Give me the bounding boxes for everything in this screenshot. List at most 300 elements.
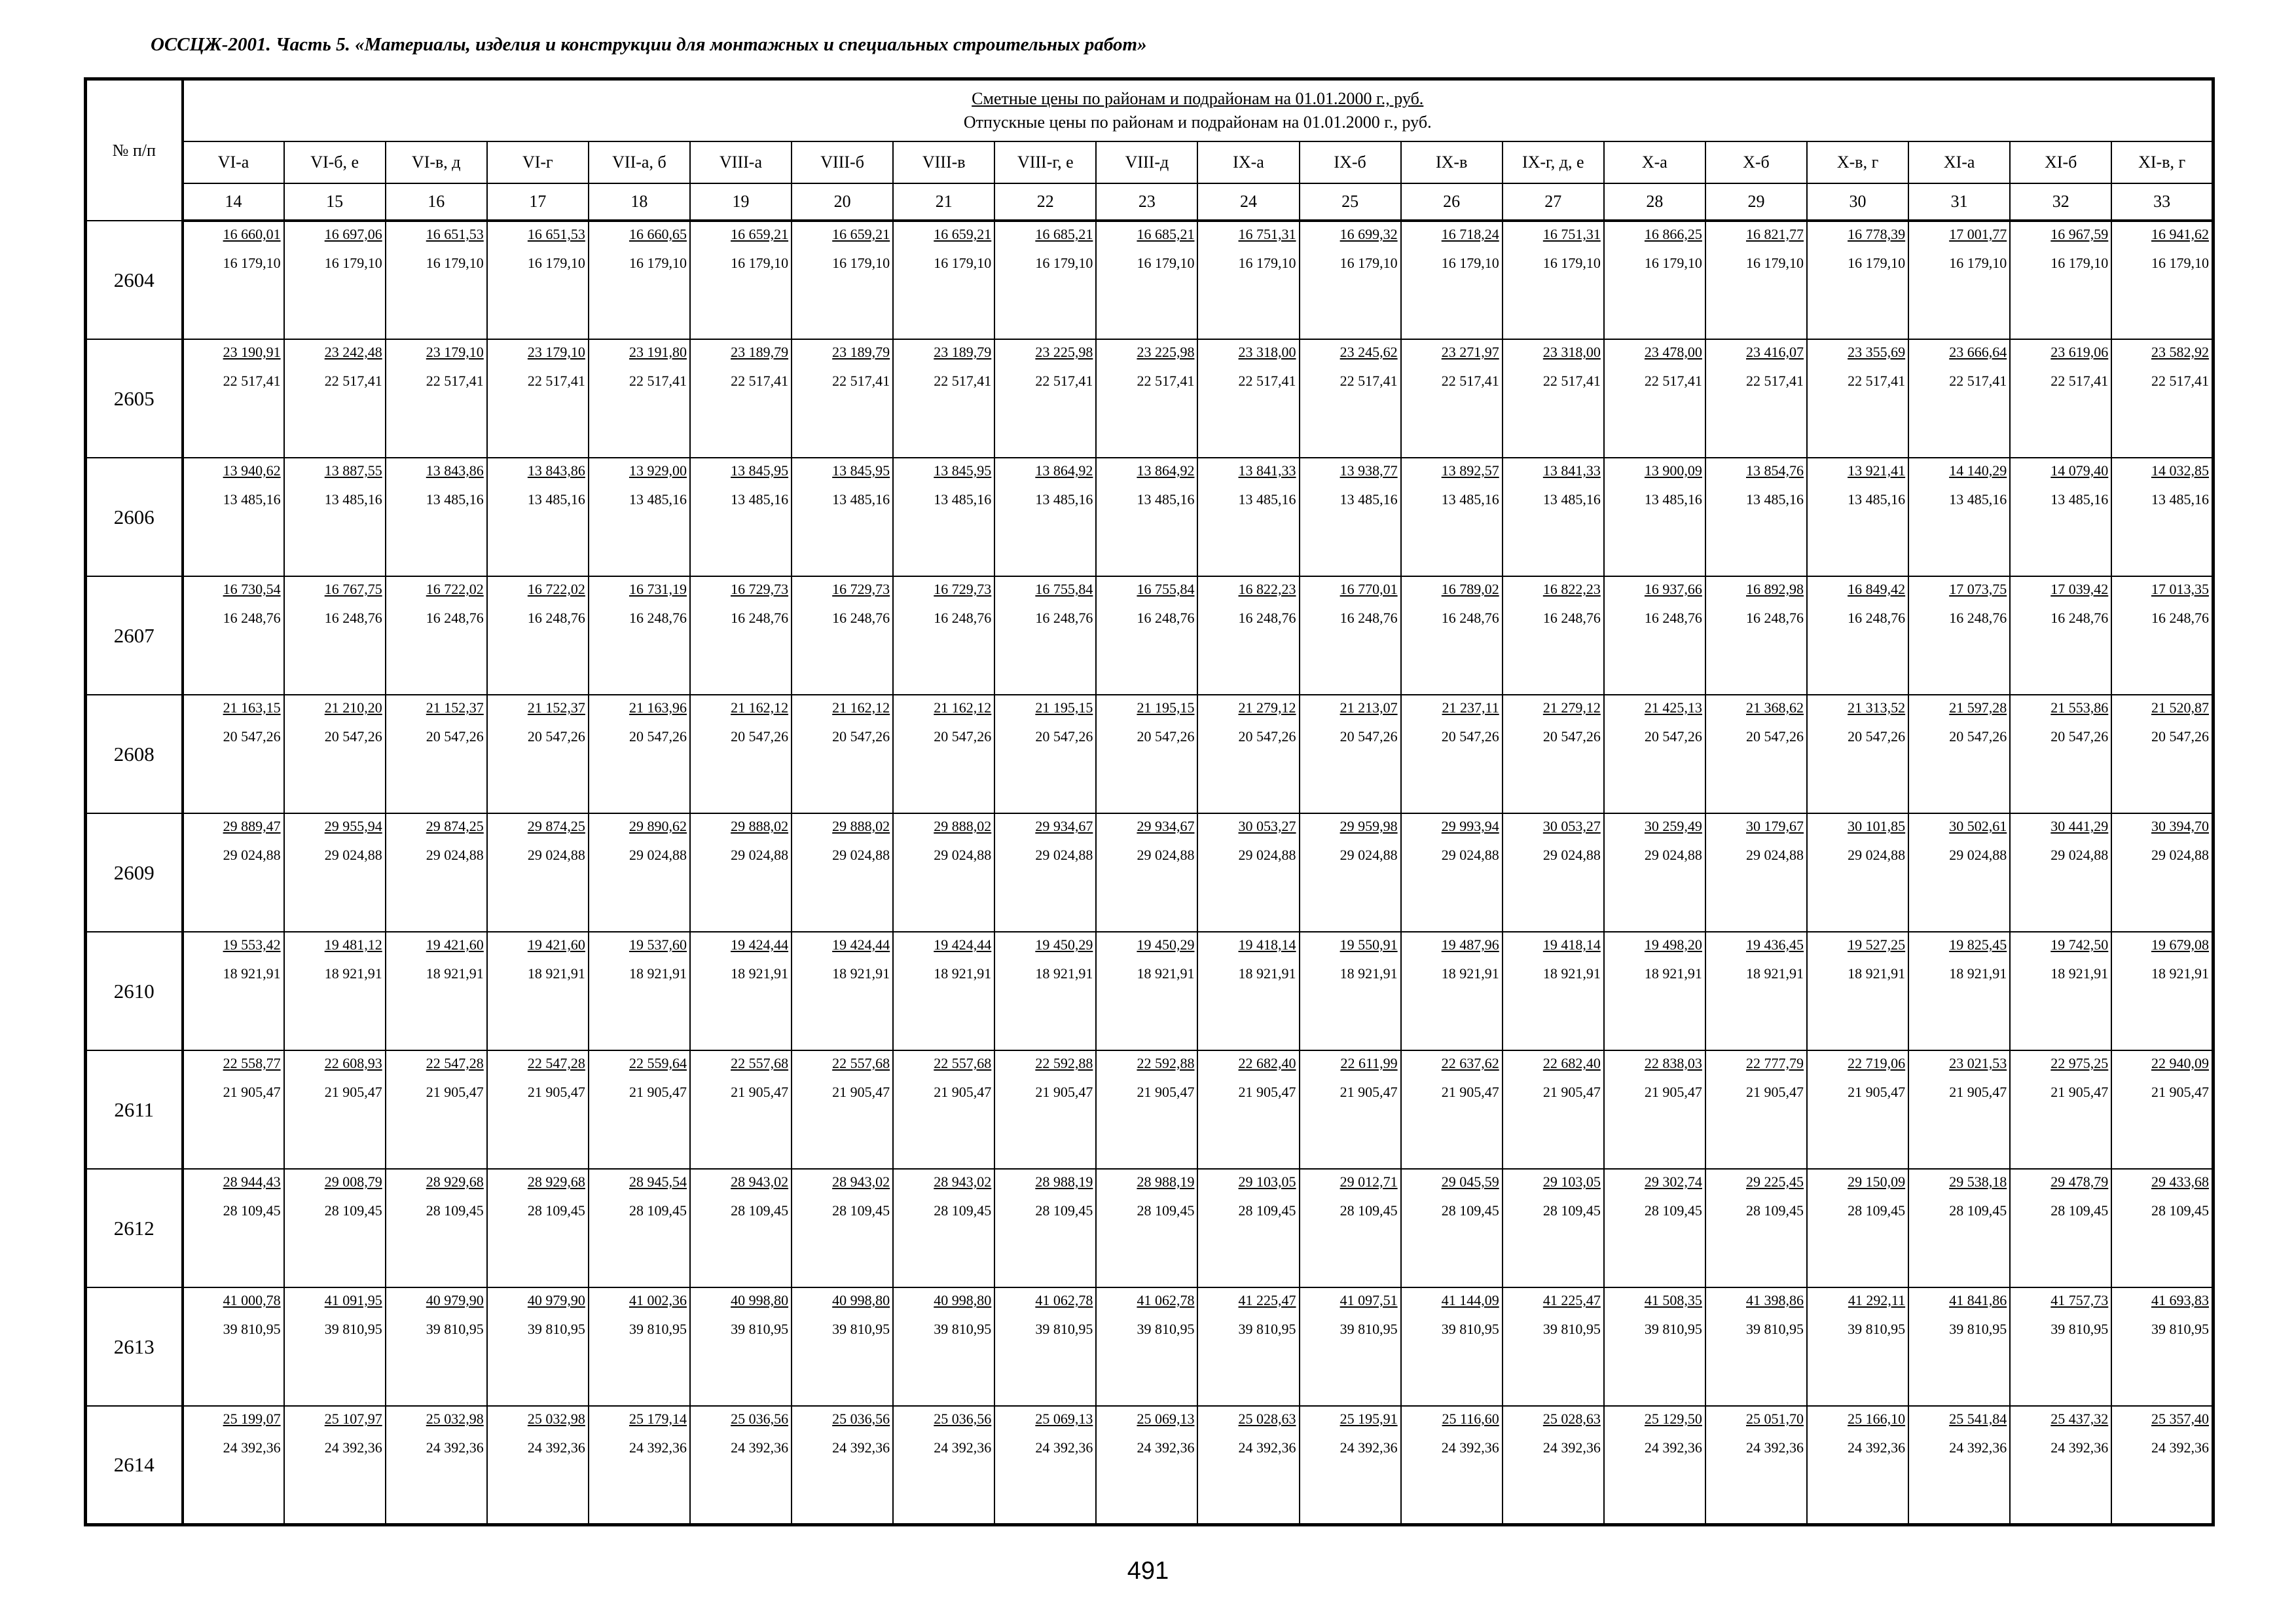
- price-cell: [1197, 576, 1299, 695]
- column-number: 20: [792, 183, 893, 221]
- estimate-price: 40 979,90: [426, 1292, 484, 1308]
- region-header: XI-в, г: [2111, 141, 2213, 183]
- row-code: 2607: [86, 576, 183, 695]
- region-header: IX-в: [1401, 141, 1503, 183]
- price-cell: [1096, 1287, 1197, 1406]
- estimate-price: 16 659,21: [832, 226, 890, 242]
- row-code: 2604: [86, 221, 183, 339]
- price-cell: [1197, 458, 1299, 576]
- estimate-price: 16 722,02: [527, 581, 585, 597]
- release-price: 16 179,10: [1035, 255, 1093, 271]
- release-price: 39 810,95: [324, 1321, 382, 1337]
- estimate-price: 13 921,41: [1848, 462, 1906, 479]
- release-price: 39 810,95: [426, 1321, 484, 1337]
- estimate-price: 16 755,84: [1035, 581, 1093, 597]
- price-cell: [893, 221, 994, 339]
- release-price: 29 024,88: [1035, 847, 1093, 863]
- release-price: 21 905,47: [832, 1084, 890, 1100]
- estimate-price: 13 841,33: [1238, 462, 1296, 479]
- release-price: 16 179,10: [1339, 255, 1398, 271]
- estimate-price: 19 742,50: [2050, 936, 2109, 953]
- release-price: 28 109,45: [1238, 1202, 1296, 1219]
- price-cell: [792, 813, 893, 932]
- estimate-price: 19 825,45: [1949, 936, 2007, 953]
- estimate-price: 41 000,78: [223, 1292, 281, 1308]
- estimate-price: 14 140,29: [1949, 462, 2007, 479]
- estimate-price: 28 929,68: [426, 1173, 484, 1190]
- price-cell: [1807, 813, 1908, 932]
- release-price: 29 024,88: [527, 847, 585, 863]
- estimate-price: 16 778,39: [1848, 226, 1906, 242]
- price-cell: [1604, 458, 1705, 576]
- table-row: [86, 221, 2214, 339]
- release-price: 13 485,16: [1035, 491, 1093, 507]
- release-price: 13 485,16: [426, 491, 484, 507]
- estimate-price: 21 162,12: [934, 699, 992, 716]
- release-price: 16 248,76: [1441, 610, 1499, 626]
- estimate-price: 23 189,79: [731, 344, 789, 360]
- price-cell: [1604, 221, 1705, 339]
- price-cell: [1300, 1169, 1401, 1287]
- column-number: 24: [1197, 183, 1299, 221]
- price-cell: [1908, 695, 2010, 813]
- price-cell: [1604, 339, 1705, 458]
- column-number: 26: [1401, 183, 1503, 221]
- release-price: 16 248,76: [2050, 610, 2109, 626]
- release-price: 21 905,47: [1339, 1084, 1398, 1100]
- price-cell: [893, 1050, 994, 1169]
- price-cell: [2010, 576, 2111, 695]
- release-price: 28 109,45: [324, 1202, 382, 1219]
- estimate-price: 28 945,54: [629, 1173, 687, 1190]
- price-cell: [1401, 576, 1503, 695]
- price-cell: [2010, 1406, 2111, 1524]
- estimate-price: 16 651,53: [426, 226, 484, 242]
- estimate-price: 29 874,25: [527, 818, 585, 834]
- estimate-price: 19 537,60: [629, 936, 687, 953]
- price-cell: [386, 1169, 487, 1287]
- price-cell: [386, 1406, 487, 1524]
- release-price: 18 921,91: [1644, 965, 1702, 982]
- price-cell: [183, 1050, 284, 1169]
- estimate-price: 29 955,94: [324, 818, 382, 834]
- release-price: 39 810,95: [1542, 1321, 1601, 1337]
- release-price: 24 392,36: [1644, 1439, 1702, 1456]
- price-cell: [386, 932, 487, 1050]
- estimate-price: 28 944,43: [223, 1173, 281, 1190]
- price-cell: [1908, 813, 2010, 932]
- release-price: 16 179,10: [629, 255, 687, 271]
- release-price: 24 392,36: [2050, 1439, 2109, 1456]
- release-price: 18 921,91: [934, 965, 992, 982]
- price-cell: [1300, 1287, 1401, 1406]
- price-cell: [1503, 1287, 1604, 1406]
- release-price: 16 179,10: [1137, 255, 1195, 271]
- release-price: 39 810,95: [1848, 1321, 1906, 1337]
- price-cell: [1300, 458, 1401, 576]
- release-price: 22 517,41: [1238, 373, 1296, 389]
- price-cell: [1807, 221, 1908, 339]
- release-price: 18 921,91: [2151, 965, 2209, 982]
- release-price: 29 024,88: [1848, 847, 1906, 863]
- row-code: 2610: [86, 932, 183, 1050]
- estimate-price: 23 179,10: [527, 344, 585, 360]
- estimate-price: 19 481,12: [324, 936, 382, 953]
- estimate-price: 22 682,40: [1238, 1055, 1296, 1071]
- estimate-price: 29 993,94: [1441, 818, 1499, 834]
- release-price: 24 392,36: [223, 1439, 281, 1456]
- release-price: 39 810,95: [1441, 1321, 1499, 1337]
- region-header: XI-б: [2010, 141, 2111, 183]
- price-cell: [1300, 221, 1401, 339]
- estimate-price: 19 436,45: [1746, 936, 1804, 953]
- estimate-price: 41 091,95: [324, 1292, 382, 1308]
- price-cell: [1401, 458, 1503, 576]
- price-cell: [1807, 1287, 1908, 1406]
- release-price: 22 517,41: [629, 373, 687, 389]
- table-row: [86, 1406, 2214, 1524]
- price-cell: [1197, 932, 1299, 1050]
- estimate-price: 17 039,42: [2050, 581, 2109, 597]
- release-price: 29 024,88: [934, 847, 992, 863]
- release-price: 29 024,88: [324, 847, 382, 863]
- release-price: 20 547,26: [1238, 728, 1296, 745]
- estimate-price: 29 103,05: [1542, 1173, 1601, 1190]
- price-cell: [1908, 1406, 2010, 1524]
- estimate-price: 17 013,35: [2151, 581, 2209, 597]
- estimate-price: 25 357,40: [2151, 1411, 2209, 1427]
- release-price: 18 921,91: [1339, 965, 1398, 982]
- estimate-price: 23 666,64: [1949, 344, 2007, 360]
- estimate-price: 29 103,05: [1238, 1173, 1296, 1190]
- region-header: IX-б: [1300, 141, 1401, 183]
- price-cell: [2111, 695, 2213, 813]
- estimate-price: 25 036,56: [832, 1411, 890, 1427]
- price-cell: [2111, 458, 2213, 576]
- price-cell: [1300, 576, 1401, 695]
- release-price: 21 905,47: [527, 1084, 585, 1100]
- estimate-price: 41 062,78: [1035, 1292, 1093, 1308]
- price-cell: [690, 1169, 792, 1287]
- release-price: 24 392,36: [1238, 1439, 1296, 1456]
- release-price: 22 517,41: [1542, 373, 1601, 389]
- release-price: 18 921,91: [527, 965, 585, 982]
- release-price: 22 517,41: [1746, 373, 1804, 389]
- price-cell: [1096, 339, 1197, 458]
- price-cell: [792, 458, 893, 576]
- price-cell: [1705, 221, 1807, 339]
- column-number: 22: [994, 183, 1096, 221]
- row-code: 2609: [86, 813, 183, 932]
- release-price: 21 905,47: [731, 1084, 789, 1100]
- price-cell: [386, 813, 487, 932]
- release-price: 22 517,41: [2151, 373, 2209, 389]
- price-cell: [1807, 1169, 1908, 1287]
- release-price: 16 179,10: [832, 255, 890, 271]
- price-cell: [2010, 458, 2111, 576]
- release-price: 16 179,10: [1746, 255, 1804, 271]
- price-cell: [893, 458, 994, 576]
- estimate-price: 19 418,14: [1542, 936, 1601, 953]
- price-cell: [1197, 221, 1299, 339]
- estimate-price: 16 699,32: [1339, 226, 1398, 242]
- price-cell: [1503, 1406, 1604, 1524]
- release-price: 18 921,91: [1542, 965, 1601, 982]
- region-header: X-а: [1604, 141, 1705, 183]
- price-cell: [2111, 576, 2213, 695]
- price-cell: [994, 1169, 1096, 1287]
- release-price: 24 392,36: [934, 1439, 992, 1456]
- estimate-price: 29 874,25: [426, 818, 484, 834]
- estimate-price: 29 045,59: [1441, 1173, 1499, 1190]
- estimate-price: 29 302,74: [1644, 1173, 1702, 1190]
- release-price: 21 905,47: [629, 1084, 687, 1100]
- estimate-price: 41 062,78: [1137, 1292, 1195, 1308]
- release-price: 16 179,10: [2151, 255, 2209, 271]
- estimate-price: 19 424,44: [934, 936, 992, 953]
- price-cell: [2010, 1050, 2111, 1169]
- price-cell: [487, 1169, 589, 1287]
- price-cell: [893, 1406, 994, 1524]
- price-cell: [1096, 1169, 1197, 1287]
- price-cell: [792, 1050, 893, 1169]
- estimate-price: 30 394,70: [2151, 818, 2209, 834]
- price-cell: [1401, 221, 1503, 339]
- release-price: 13 485,16: [527, 491, 585, 507]
- estimate-price: 29 934,67: [1137, 818, 1195, 834]
- estimate-price: 23 271,97: [1441, 344, 1499, 360]
- release-price: 22 517,41: [223, 373, 281, 389]
- release-price: 20 547,26: [527, 728, 585, 745]
- table-caption: [183, 79, 2214, 142]
- price-cell: [1705, 339, 1807, 458]
- release-price: 28 109,45: [2050, 1202, 2109, 1219]
- price-cell: [386, 339, 487, 458]
- price-cell: [792, 339, 893, 458]
- estimate-price: 16 729,73: [832, 581, 890, 597]
- estimate-price: 21 553,86: [2050, 699, 2109, 716]
- release-price: 28 109,45: [832, 1202, 890, 1219]
- estimate-price: 29 890,62: [629, 818, 687, 834]
- release-price: 22 517,41: [731, 373, 789, 389]
- estimate-price: 23 582,92: [2151, 344, 2209, 360]
- estimate-price: 16 651,53: [527, 226, 585, 242]
- estimate-price: 16 822,23: [1542, 581, 1601, 597]
- release-price: 18 921,91: [832, 965, 890, 982]
- price-cell: [1705, 1169, 1807, 1287]
- estimate-caption: Сметные цены по районам и подрайонам на 01.01.2000 г., руб.: [972, 89, 1424, 108]
- price-cell: [1604, 1287, 1705, 1406]
- estimate-price: 29 008,79: [324, 1173, 382, 1190]
- release-price: 20 547,26: [1949, 728, 2007, 745]
- price-cell: [1604, 1169, 1705, 1287]
- estimate-price: 21 597,28: [1949, 699, 2007, 716]
- estimate-price: 17 073,75: [1949, 581, 2007, 597]
- release-price: 28 109,45: [1542, 1202, 1601, 1219]
- price-cell: [1401, 1050, 1503, 1169]
- price-cell: [2111, 221, 2213, 339]
- release-price: 16 179,10: [934, 255, 992, 271]
- column-number-row: [86, 183, 2214, 221]
- release-price: 16 248,76: [1644, 610, 1702, 626]
- release-price: 13 485,16: [223, 491, 281, 507]
- estimate-price: 25 541,84: [1949, 1411, 2007, 1427]
- price-cell: [690, 339, 792, 458]
- document-header: ОССЦЖ-2001. Часть 5. «Материалы, изделия и конструкции для монтажных и специальных строительных работ»: [151, 34, 1147, 55]
- release-price: 29 024,88: [1644, 847, 1702, 863]
- release-price: 28 109,45: [629, 1202, 687, 1219]
- price-cell: [792, 221, 893, 339]
- estimate-price: 40 998,80: [832, 1292, 890, 1308]
- price-cell: [487, 1050, 589, 1169]
- release-price: 16 179,10: [1949, 255, 2007, 271]
- estimate-price: 19 450,29: [1137, 936, 1195, 953]
- price-cell: [2111, 1050, 2213, 1169]
- price-cell: [690, 695, 792, 813]
- release-price: 18 921,91: [1949, 965, 2007, 982]
- price-cell: [1705, 458, 1807, 576]
- release-price: 24 392,36: [1339, 1439, 1398, 1456]
- price-cell: [1908, 576, 2010, 695]
- price-cell: [1604, 1406, 1705, 1524]
- price-cell: [487, 339, 589, 458]
- price-cell: [1503, 1050, 1604, 1169]
- price-cell: [1300, 932, 1401, 1050]
- release-price: 13 485,16: [731, 491, 789, 507]
- estimate-price: 21 279,12: [1238, 699, 1296, 716]
- price-cell: [1705, 576, 1807, 695]
- estimate-price: 29 150,09: [1848, 1173, 1906, 1190]
- release-price: 21 905,47: [1542, 1084, 1601, 1100]
- estimate-price: 25 051,70: [1746, 1411, 1804, 1427]
- price-cell: [1705, 1406, 1807, 1524]
- release-price: 16 248,76: [324, 610, 382, 626]
- release-price: 22 517,41: [527, 373, 585, 389]
- estimate-price: 16 729,73: [934, 581, 992, 597]
- price-cell: [1096, 1406, 1197, 1524]
- column-number: 33: [2111, 183, 2213, 221]
- price-cell: [1197, 695, 1299, 813]
- price-cell: [2010, 813, 2111, 932]
- estimate-price: 22 559,64: [629, 1055, 687, 1071]
- price-cell: [1401, 1406, 1503, 1524]
- estimate-price: 13 864,92: [1035, 462, 1093, 479]
- estimate-price: 21 520,87: [2151, 699, 2209, 716]
- estimate-price: 21 152,37: [426, 699, 484, 716]
- release-price: 16 179,10: [426, 255, 484, 271]
- release-price: 28 109,45: [1644, 1202, 1702, 1219]
- release-price: 28 109,45: [1848, 1202, 1906, 1219]
- release-price: 21 905,47: [2151, 1084, 2209, 1100]
- region-header: VIII-д: [1096, 141, 1197, 183]
- estimate-price: 16 660,65: [629, 226, 687, 242]
- region-header: VI-б, е: [284, 141, 386, 183]
- price-cell: [487, 695, 589, 813]
- price-cell: [1908, 1287, 2010, 1406]
- estimate-price: 16 941,62: [2151, 226, 2209, 242]
- estimate-price: 21 195,15: [1137, 699, 1195, 716]
- release-price: 29 024,88: [2050, 847, 2109, 863]
- release-price: 16 179,10: [1644, 255, 1702, 271]
- release-price: 21 905,47: [426, 1084, 484, 1100]
- estimate-price: 22 592,88: [1035, 1055, 1093, 1071]
- estimate-price: 23 225,98: [1137, 344, 1195, 360]
- estimate-price: 25 179,14: [629, 1411, 687, 1427]
- estimate-price: 16 729,73: [731, 581, 789, 597]
- release-price: 39 810,95: [1035, 1321, 1093, 1337]
- release-price: 18 921,91: [426, 965, 484, 982]
- release-price: 39 810,95: [1746, 1321, 1804, 1337]
- estimate-price: 25 129,50: [1644, 1411, 1702, 1427]
- release-price: 24 392,36: [324, 1439, 382, 1456]
- release-price: 18 921,91: [1238, 965, 1296, 982]
- price-cell: [1807, 932, 1908, 1050]
- price-cell: [1908, 1169, 2010, 1287]
- price-cell: [1604, 695, 1705, 813]
- price-cell: [792, 1287, 893, 1406]
- price-cell: [284, 695, 386, 813]
- estimate-price: 16 722,02: [426, 581, 484, 597]
- price-cell: [386, 221, 487, 339]
- estimate-price: 16 751,31: [1542, 226, 1601, 242]
- column-number: 16: [386, 183, 487, 221]
- price-cell: [994, 1050, 1096, 1169]
- estimate-price: 40 998,80: [731, 1292, 789, 1308]
- estimate-price: 28 988,19: [1035, 1173, 1093, 1190]
- release-price: 18 921,91: [223, 965, 281, 982]
- price-cell: [1604, 813, 1705, 932]
- price-cell: [1604, 576, 1705, 695]
- price-cell: [1503, 695, 1604, 813]
- price-cell: [487, 1406, 589, 1524]
- release-price: 28 109,45: [527, 1202, 585, 1219]
- release-price: 39 810,95: [731, 1321, 789, 1337]
- price-cell: [284, 458, 386, 576]
- price-cell: [284, 813, 386, 932]
- estimate-price: 25 166,10: [1848, 1411, 1906, 1427]
- estimate-price: 21 162,12: [731, 699, 789, 716]
- release-price: 24 392,36: [527, 1439, 585, 1456]
- release-price: 28 109,45: [731, 1202, 789, 1219]
- release-price: 16 179,10: [1848, 255, 1906, 271]
- page-number: 491: [1127, 1557, 1169, 1585]
- price-cell: [2010, 695, 2111, 813]
- estimate-price: 19 498,20: [1644, 936, 1702, 953]
- release-price: 21 905,47: [324, 1084, 382, 1100]
- release-price: 18 921,91: [1137, 965, 1195, 982]
- release-price: 28 109,45: [1137, 1202, 1195, 1219]
- column-number: 14: [183, 183, 284, 221]
- estimate-price: 41 757,73: [2050, 1292, 2109, 1308]
- estimate-price: 13 845,95: [731, 462, 789, 479]
- table-row: [86, 1169, 2214, 1287]
- price-cell: [386, 1287, 487, 1406]
- estimate-price: 29 225,45: [1746, 1173, 1804, 1190]
- release-price: 20 547,26: [1644, 728, 1702, 745]
- release-price: 24 392,36: [832, 1439, 890, 1456]
- price-cell: [1300, 1406, 1401, 1524]
- price-cell: [1604, 1050, 1705, 1169]
- price-cell: [994, 221, 1096, 339]
- estimate-price: 13 843,86: [426, 462, 484, 479]
- price-cell: [386, 1050, 487, 1169]
- estimate-price: 25 437,32: [2050, 1411, 2109, 1427]
- price-cell: [893, 932, 994, 1050]
- price-cell: [183, 1169, 284, 1287]
- estimate-price: 28 988,19: [1137, 1173, 1195, 1190]
- release-price: 24 392,36: [731, 1439, 789, 1456]
- price-cell: [487, 221, 589, 339]
